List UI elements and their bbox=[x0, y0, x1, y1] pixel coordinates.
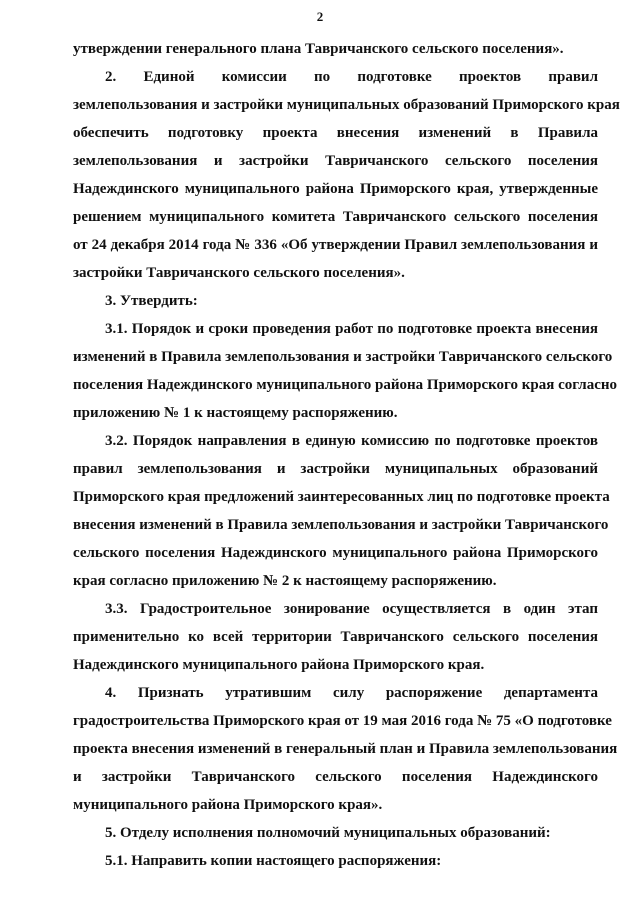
text-line: обеспечить подготовку проекта внесения изменений в Правила bbox=[73, 125, 598, 141]
text-line: от 24 декабря 2014 года № 336 «Об утверждении Правил землепользования и bbox=[73, 237, 598, 253]
text-line: проекта внесения изменений в генеральный план и Правила землепользования bbox=[73, 741, 618, 757]
text-line: 3.1. Порядок и сроки проведения работ по подготовке проекта внесения bbox=[105, 321, 598, 337]
text-line: 3.3. Градостроительное зонирование осуществляется в один этап bbox=[105, 601, 598, 617]
text-line: края согласно приложению № 2 к настоящему распоряжению. bbox=[73, 573, 497, 589]
text-line: поселения Надеждинского муниципального района Приморского края согласно bbox=[73, 377, 618, 393]
text-line: изменений в Правила землепользования и застройки Тавричанского сельского bbox=[73, 349, 613, 365]
text-line: 2. Единой комиссии по подготовке проектов правил bbox=[105, 69, 598, 85]
text-line: и застройки Тавричанского сельского поселения Надеждинского bbox=[73, 769, 598, 785]
text-line: сельского поселения Надеждинского муниципального района Приморского bbox=[73, 545, 598, 561]
text-line: правил землепользования и застройки муниципальных образований bbox=[73, 461, 598, 477]
text-line: застройки Тавричанского сельского поселения». bbox=[73, 265, 405, 281]
text-line: 4. Признать утратившим силу распоряжение департамента bbox=[105, 685, 598, 701]
page-number: 2 bbox=[316, 9, 324, 24]
text-line: внесения изменений в Правила землепользования и застройки Тавричанского bbox=[73, 517, 609, 533]
text-line: утверждении генерального плана Тавричанского сельского поселения». bbox=[73, 41, 564, 57]
text-line: 5. Отделу исполнения полномочий муниципальных образований: bbox=[105, 825, 551, 841]
text-line: Приморского края предложений заинтересованных лиц по подготовке проекта bbox=[73, 489, 610, 505]
text-line: 3. Утвердить: bbox=[105, 293, 198, 309]
text-line: приложению № 1 к настоящему распоряжению. bbox=[73, 405, 398, 421]
text-line: Надеждинского муниципального района Приморского края, утвержденные bbox=[73, 181, 598, 197]
text-line: решением муниципального комитета Тавричанского сельского поселения bbox=[73, 209, 598, 225]
text-line: Надеждинского муниципального района Приморского края. bbox=[73, 657, 485, 673]
text-line: градостроительства Приморского края от 19 мая 2016 года № 75 «О подготовке bbox=[73, 713, 612, 729]
text-line: муниципального района Приморского края». bbox=[73, 797, 383, 813]
text-line: 5.1. Направить копии настоящего распоряжения: bbox=[105, 853, 442, 869]
text-line: землепользования и застройки муниципальных образований Приморского края bbox=[73, 97, 620, 113]
text-line: 3.2. Порядок направления в единую комиссию по подготовке проектов bbox=[105, 433, 598, 449]
text-line: землепользования и застройки Тавричанского сельского поселения bbox=[73, 153, 598, 169]
text-line: применительно ко всей территории Тавричанского сельского поселения bbox=[73, 629, 598, 645]
